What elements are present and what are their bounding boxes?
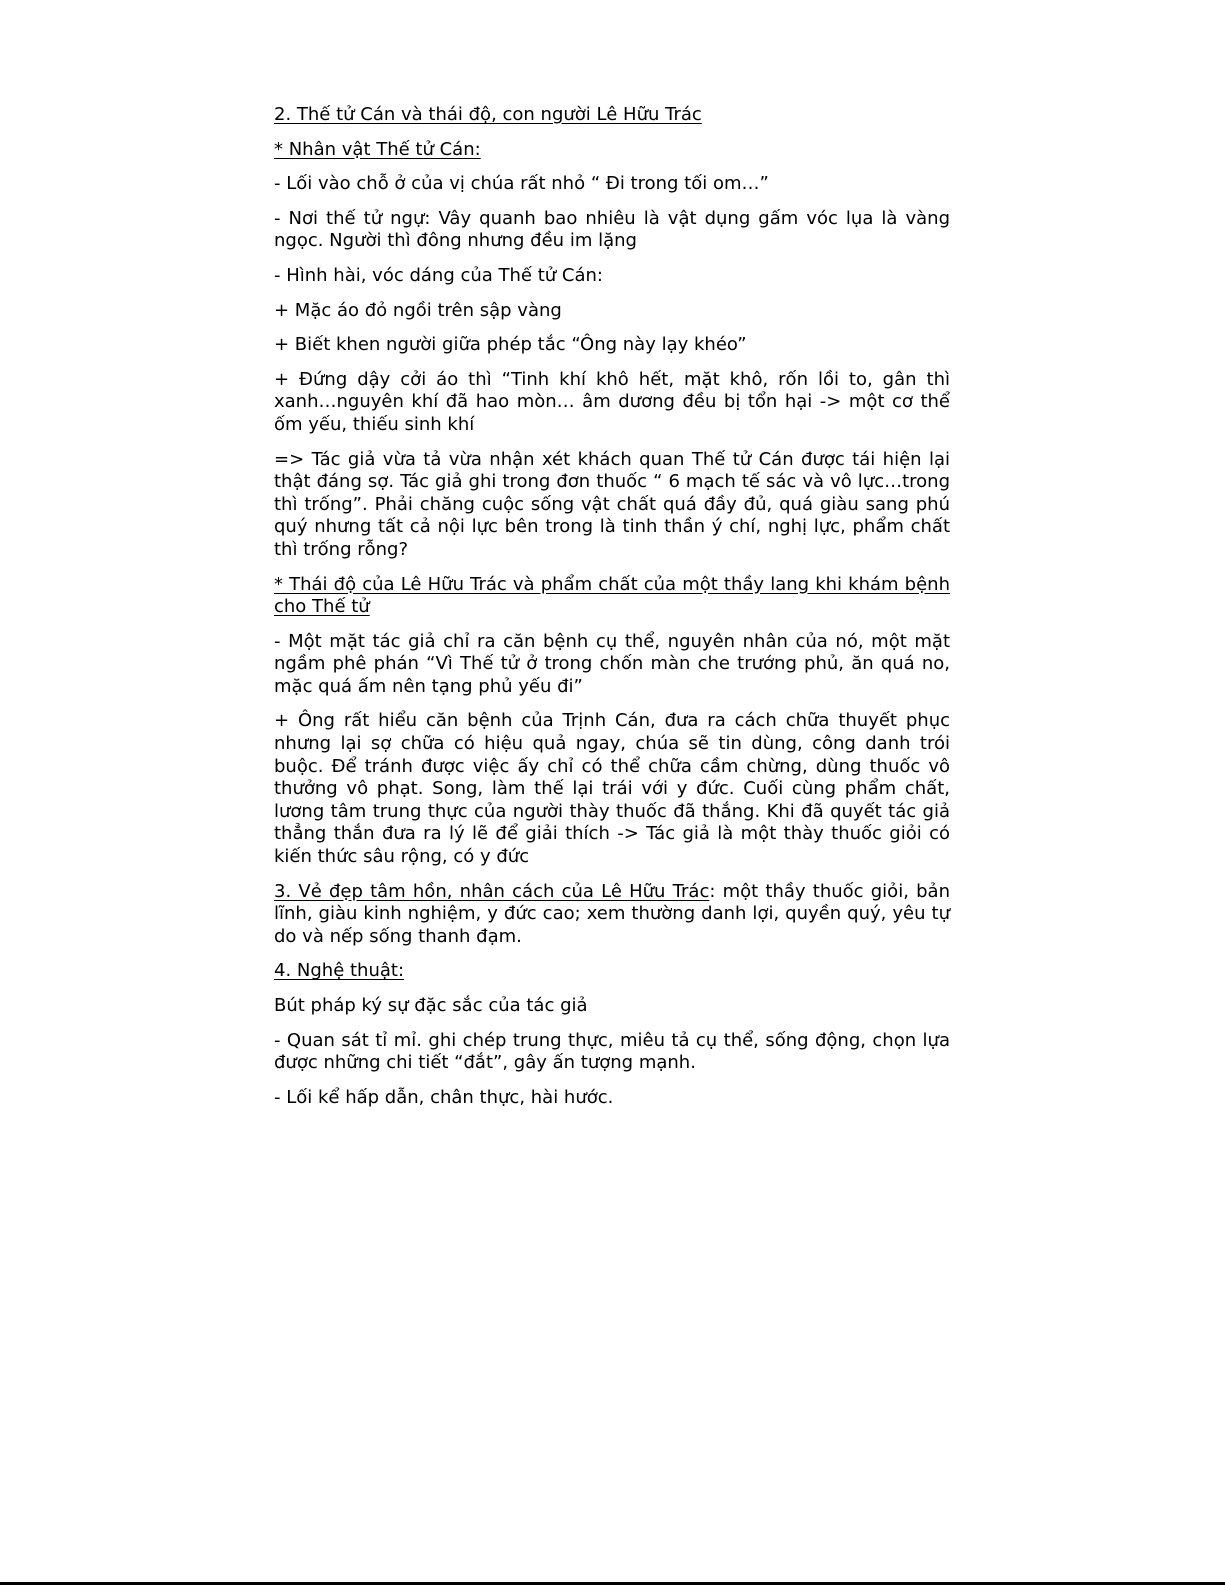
- subsection-heading: [274, 139, 950, 162]
- character-heading: * Nhân vật Thế tử Cán:: [274, 138, 481, 160]
- paragraph-style: Bút pháp ký sự đặc sắc của tác giả: [274, 995, 588, 1016]
- paragraph-red-robe: + Mặc áo đỏ ngồi trên sập vàng: [274, 299, 562, 321]
- paragraph-entrance: - Lối vào chỗ ở của vị chúa rất nhỏ “ Đi trong tối om…”: [274, 173, 769, 195]
- paragraph-narration: - Lối kể hấp dẫn, chân thực, hài hước.: [274, 1086, 614, 1108]
- section-3-text: : một thầy thuốc giỏi, bản lĩnh, giàu kinh nghiệm, y đức cao; xem thường danh lợi, quyền quý, yêu tự do và nếp sống thanh đạm.: [274, 880, 950, 947]
- document-page: [274, 104, 950, 1121]
- paragraph-diagnosis: - Một mặt tác giả chỉ ra căn bệnh cụ thể, nguyên nhân của nó, một mặt ngầm phê phán “Vì Thế tử ở trong chốn màn che trướng phủ, ăn quá no, mặc quá ấm nên tạng phủ yếu đi”: [274, 630, 950, 697]
- paragraph-appearance: - Hình hài, vóc dáng của Thế tử Cán:: [274, 264, 603, 286]
- section-3-heading: 3. Vẻ đẹp tâm hồn, nhân cách của Lê Hữu Trác: [274, 880, 710, 902]
- section-2-heading: 2. Thế tử Cán và thái độ, con người Lê Hữu Trác: [274, 104, 702, 125]
- section-4-heading: 4. Nghệ thuật:: [274, 960, 405, 982]
- attitude-heading: * Thái độ của Lê Hữu Trác và phẩm chất của một thầy lang khi khám bệnh cho Thế tử: [274, 573, 950, 618]
- paragraph-understanding: + Ông rất hiểu căn bệnh của Trịnh Cán, đưa ra cách chữa thuyết phục nhưng lại sợ chữa có hiệu quả ngay, chúa sẽ tin dùng, công danh trói buộc. Để tránh được việc ấy chỉ có thể chữa cầm chừng, dùng thuốc vô thưởng vô phạt. Song, làm thế lại trái với y đức. Cuối cùng phẩm chất, lương tâm trung thực của người thày thuốc đã thắng. Khi đã quyết tác giả thẳng thắn đưa ra lý lẽ để giải thích -> Tác giả là một thày thuốc giỏi có kiến thức sâu rộng, có y đức: [274, 710, 950, 868]
- section-heading: [274, 960, 950, 983]
- paragraph-residence: - Nơi thế tử ngự: Vây quanh bao nhiêu là vật dụng gấm vóc lụa là vàng ngọc. Người thì đông nhưng đều im lặng: [274, 207, 950, 252]
- section-heading: [274, 104, 950, 127]
- paragraph-stand-up: + Đứng dậy cởi áo thì “Tinh khí khô hết, mặt khô, rốn lồi to, gân thì xanh…nguyên khí đã hao mòn… âm dương đều bị tổn hại -> một cơ thể ốm yếu, thiếu sinh khí: [274, 368, 950, 435]
- paragraph-praise: + Biết khen người giữa phép tắc “Ông này lạy khéo”: [274, 334, 747, 356]
- paragraph-section-3: [274, 881, 950, 949]
- paragraph-observation: - Quan sát tỉ mỉ. ghi chép trung thực, miêu tả cụ thể, sống động, chọn lựa được những chi tiết “đắt”, gây ấn tượng mạnh.: [274, 1029, 950, 1074]
- paragraph-author-view: => Tác giả vừa tả vừa nhận xét khách quan Thế tử Cán được tái hiện lại thật đáng sợ. Tác giả ghi trong đơn thuốc “ 6 mạch tế sác và vô lực…trong thì trống”. Phải chăng cuộc sống vật chất quá đầy đủ, quá giàu sang phú quý nhưng tất cả nội lực bên trong là tinh thần ý chí, nghị lực, phẩm chất thì trống rỗng?: [274, 448, 950, 560]
- subsection-heading: [274, 574, 950, 619]
